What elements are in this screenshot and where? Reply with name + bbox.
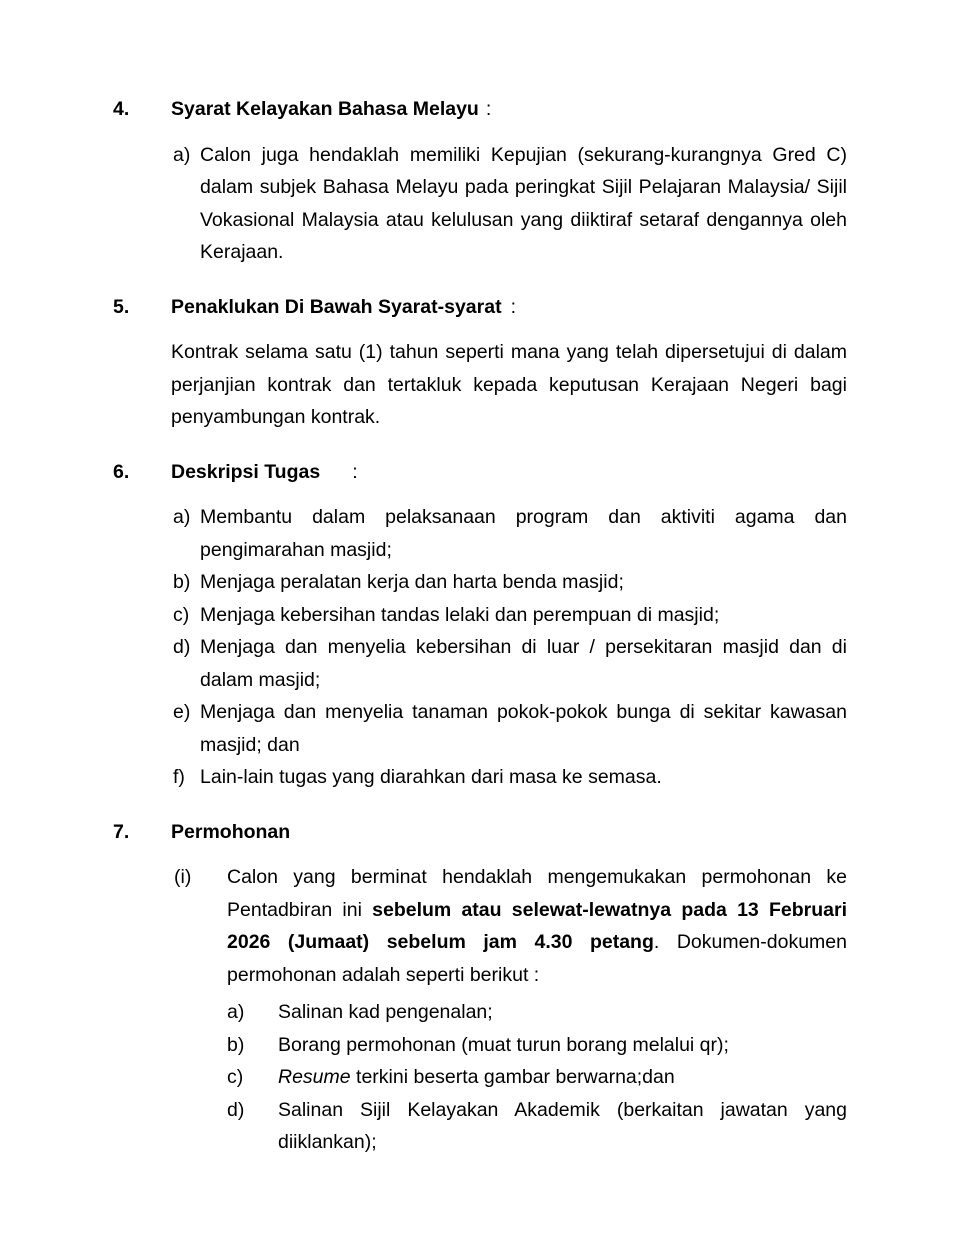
list-item — [173, 566, 847, 599]
item-marker: a) — [173, 506, 191, 528]
item-marker: c) — [173, 603, 190, 626]
list-item — [173, 139, 847, 269]
section-4-body — [171, 139, 847, 269]
section-4 — [113, 93, 847, 269]
section-title — [171, 816, 847, 849]
item-text: Menjaga peralatan kerja dan harta benda masjid; — [200, 571, 624, 593]
section-title-text: Deskripsi Tugas — [171, 460, 321, 483]
item-text-normal: Salinan Sijil Kelayakan Akademik (berkaitan jawatan yang diiklankan); — [278, 1098, 847, 1153]
document-list-item — [227, 1061, 847, 1094]
roman-item-body — [227, 861, 847, 1159]
paragraph-text-normal: . Dokumen-dokumen permohonan adalah seperti berikut : — [227, 931, 847, 986]
section-number: 5. — [113, 295, 130, 318]
item-text: Menjaga dan menyelia kebersihan di luar / persekitaran masjid dan di dalam masjid; — [200, 636, 847, 691]
document-list-item — [227, 1094, 847, 1159]
heading-colon: : — [352, 460, 358, 483]
roman-list-item — [174, 861, 847, 1159]
item-text — [278, 1029, 847, 1062]
application-paragraph — [227, 861, 847, 991]
item-marker: b) — [173, 571, 191, 593]
item-marker: d) — [227, 1098, 245, 1121]
section-title-text: Penaklukan Di Bawah Syarat-syarat — [171, 295, 502, 318]
section-4-heading-row — [113, 93, 847, 126]
item-marker: a) — [173, 143, 191, 166]
item-text: Lain-lain tugas yang diarahkan dari masa ke semasa. — [200, 766, 662, 788]
list-item — [173, 761, 847, 794]
paragraph-text-normal: Calon yang berminat hendaklah mengemukakan permohonan ke Pentadbiran ini — [227, 866, 847, 921]
item-text — [278, 1094, 847, 1159]
section-5 — [113, 291, 847, 434]
section-5-heading-row — [113, 291, 847, 324]
heading-colon: : — [485, 98, 492, 120]
section-number: 4. — [113, 98, 130, 120]
item-marker: f) — [173, 766, 185, 788]
section-6-body — [171, 501, 847, 794]
item-marker: b) — [227, 1033, 245, 1056]
list-item — [173, 631, 847, 696]
list-item — [173, 696, 847, 761]
deadline-bold-text: sebelum atau selewat-lewatnya pada 13 Februari 2026 (Jumaat) sebelum jam 4.30 petang — [227, 898, 847, 953]
item-text-normal: terkini beserta gambar berwarna;dan — [350, 1066, 675, 1088]
item-marker: (i) — [174, 866, 192, 888]
section-7 — [113, 816, 847, 1159]
item-text: Menjaga dan menyelia tanaman pokok-pokok bunga di sekitar kawasan masjid; dan — [200, 701, 847, 756]
item-marker: c) — [227, 1066, 244, 1088]
section-title-text: Permohonan — [171, 820, 291, 843]
section-6-heading-row — [113, 456, 847, 489]
document-list-item — [227, 996, 847, 1029]
item-text-normal: Borang permohonan (muat turun borang melalui qr); — [278, 1033, 729, 1056]
item-text-italic: Resume — [278, 1066, 351, 1088]
section-title-text: Syarat Kelayakan Bahasa Melayu — [171, 98, 479, 120]
item-marker: e) — [173, 701, 191, 723]
section-5-body — [171, 336, 847, 434]
document-list-item — [227, 1029, 847, 1062]
section-7-body — [171, 861, 847, 1159]
paragraph: Kontrak selama satu (1) tahun seperti mana yang telah dipersetujui di dalam perjanjian kontrak dan tertakluk kepada keputusan Kerajaan Negeri bagi penyambungan kontrak. — [171, 341, 847, 428]
section-title — [171, 93, 847, 126]
item-text: Menjaga kebersihan tandas lelaki dan perempuan di masjid; — [200, 603, 720, 626]
item-text-normal: Salinan kad pengenalan; — [278, 1001, 493, 1023]
documents-list — [227, 996, 847, 1159]
section-title — [171, 291, 847, 324]
section-number: 6. — [113, 460, 130, 483]
item-text: Membantu dalam pelaksanaan program dan aktiviti agama dan pengimarahan masjid; — [200, 506, 847, 561]
list-item — [173, 599, 847, 632]
item-text: Calon juga hendaklah memiliki Kepujian (sekurang-kurangnya Gred C) dalam subjek Bahasa Melayu pada peringkat Sijil Pelajaran Malaysia/ Sijil Vokasional Malaysia atau kelulusan yang diiktiraf setaraf dengannya oleh Kerajaan. — [200, 143, 847, 263]
item-marker: d) — [173, 636, 191, 658]
item-text — [278, 1061, 847, 1094]
list-item — [173, 501, 847, 566]
section-number: 7. — [113, 820, 130, 843]
section-title — [171, 456, 847, 489]
section-7-heading-row — [113, 816, 847, 849]
heading-colon: : — [510, 295, 516, 318]
section-6 — [113, 456, 847, 794]
item-text — [278, 996, 847, 1029]
item-marker: a) — [227, 1001, 245, 1023]
